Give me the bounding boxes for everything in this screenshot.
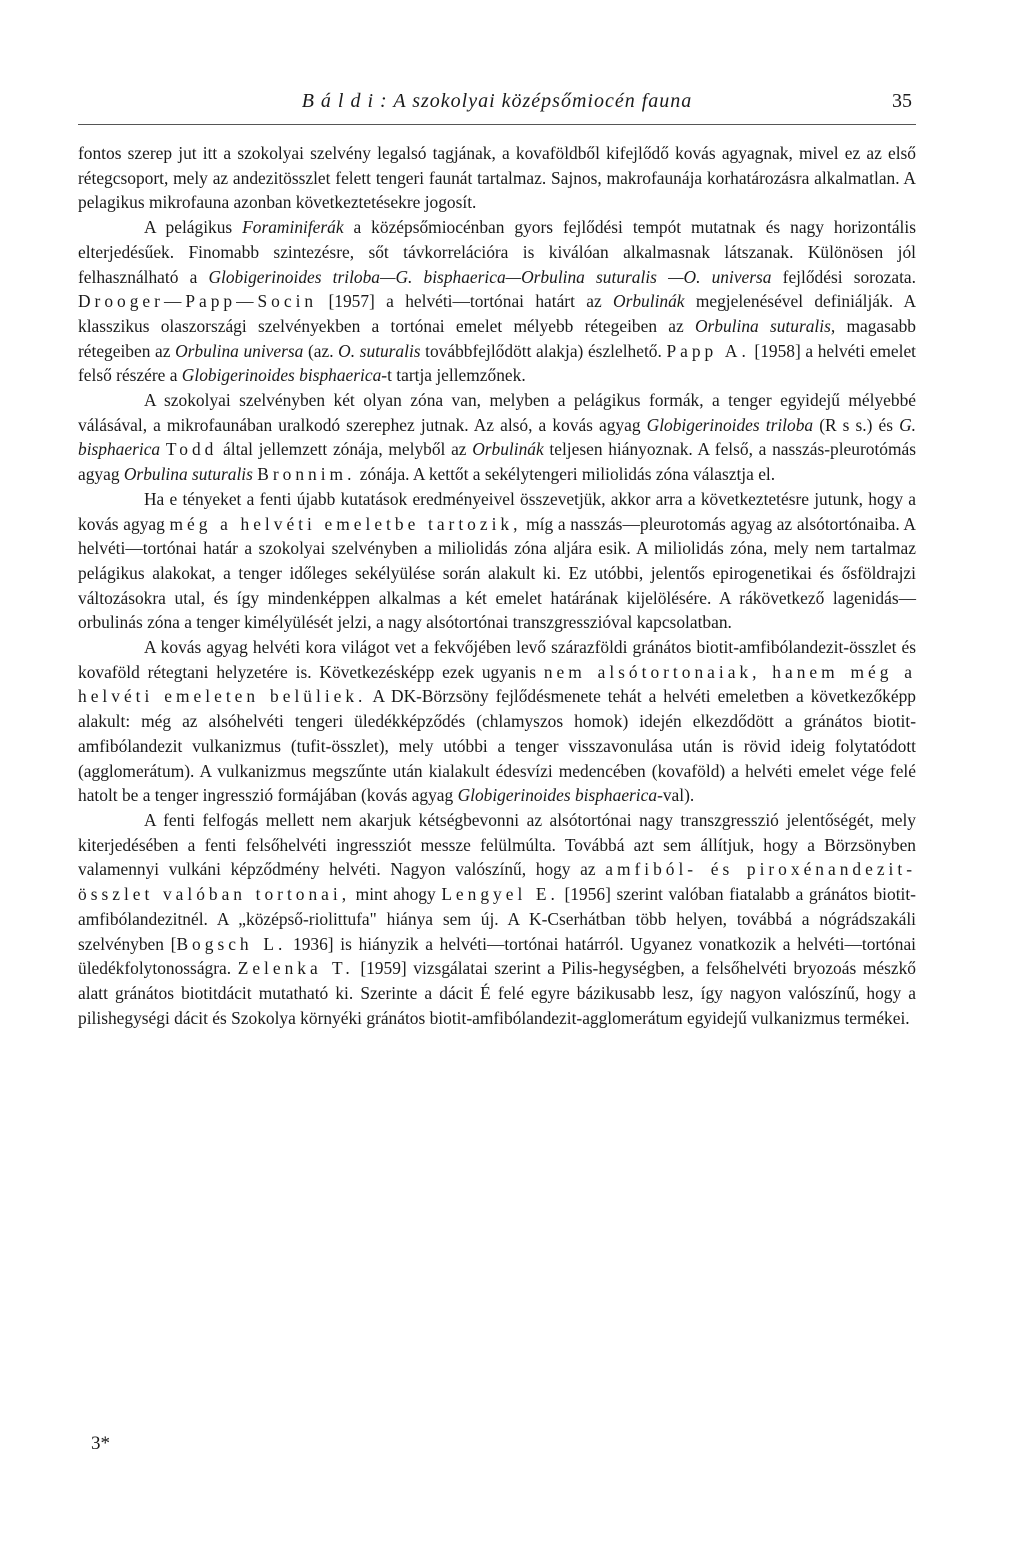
text-run: míg a nasszás—pleurotomás agyag az alsótortónaiba. A helvéti—tortónai határ a szokolyai szelvényben a miliolidás zóna aljára esik. A miliolidás zóna, mely nem tartalmaz pelágikus alakokat, a tenger időleges sekélyülése során alakult ki. Ez utóbbi, jelentős epirogenetikai és ősföldrajzi változásokra utal, és így mindenképpen alkalmas a két emelet határának kijelölésére. A rákövetkező lagenidás—orbulinás zóna a tenger kimélyülését jelzi, a nagy alsótortónai transzgresszióval kapcsolatban. xyxy=(78,513,916,633)
text-run: megjelenésével definiálják. A klasszikus olaszországi szelvényekben a tortónai emelet mélyebb rétegeiben az xyxy=(78,291,916,336)
italic-text: Globigerinoides bisphaerica xyxy=(181,365,382,386)
spaced-emphasis-text: Zelenka T. xyxy=(237,958,354,979)
body-paragraph xyxy=(78,487,916,635)
spaced-emphasis-text: Drooger—Papp—Socin xyxy=(78,291,318,312)
italic-text: Globigerinoides triloba xyxy=(646,414,814,435)
text-run: [1957] a helvéti—tortónai határt az xyxy=(317,291,614,312)
signature-mark: 3* xyxy=(91,1433,110,1454)
spaced-emphasis-text: Todd xyxy=(165,439,218,460)
text-run: továbbfejlődött alakja) észlelhető. xyxy=(420,340,667,361)
text-run: [1959] vizsgálatai szerint a Pilis-hegységben, a felsőhelvéti bryozoás mészkő alatt gránátos biotitdácit mutatható ki. Szerinte a dácit É felé egyre bázikusabb lesz, így nagyon valószínű, hogy a pilishegységi dácit és Szokolya környéki gránátos biotit-amfibólandezit-agglomerátum egyidejű vulkanizmus termékei. xyxy=(78,958,916,1028)
italic-text: Globigerinoides bisphaerica xyxy=(457,785,658,806)
text-run: fejlődési sorozata. xyxy=(771,266,917,287)
body-paragraph xyxy=(78,215,916,388)
text-run: [1958] a helvéti emelet felső részére a xyxy=(78,340,916,386)
page-number: 35 xyxy=(892,90,912,112)
body-paragraph xyxy=(78,635,916,808)
text-run: zónája. A kettőt a sekélytengeri miliolidás zóna választja el. xyxy=(355,464,776,485)
text-run: A pelágikus xyxy=(144,217,243,238)
running-title: B á l d i : A szokolyai középsőmiocén fauna xyxy=(301,90,693,112)
text-run: a középsőmiocénban gyors fejlődési tempót mutatnak és nagy horizontális elterjedésűek. Finomabb szintezésre, sőt távkorrelációra is kiválóan alkalmasnak látszanak. Különösen jól felhasználható a xyxy=(78,217,916,287)
italic-text: Orbulinák xyxy=(472,439,544,460)
body-paragraph xyxy=(78,141,916,215)
spaced-emphasis-text: Papp A. xyxy=(666,340,750,361)
italic-text: Globigerinoides triloba—G. bisphaerica—Orbulina suturalis —O. universa xyxy=(208,266,772,287)
italic-text: G. bisphaerica xyxy=(78,414,917,460)
text-run: -t tartja jellemzőnek. xyxy=(381,365,526,386)
text-run: mint ahogy xyxy=(350,884,442,905)
spaced-emphasis-text: nem alsótortonaiak, hanem még a helvéti emeleten belüliek. xyxy=(78,661,916,707)
italic-text: Orbulina universa xyxy=(175,340,304,361)
spaced-emphasis-text: Bronnim. xyxy=(257,464,356,485)
italic-text: Foraminiferák xyxy=(242,217,344,238)
italic-text: Orbulina suturalis, xyxy=(694,315,836,336)
text-run: -val). xyxy=(657,785,695,806)
text-run: magasabb rétegeiben az xyxy=(78,315,917,361)
text-run: (az. xyxy=(303,340,339,361)
italic-text: O. suturalis xyxy=(338,340,421,361)
text-run: fontos szerep jut itt a szokolyai szelvény legalsó tagjának, a kovaföldből kifejlődő kovás agyagnak, mivel ez az első rétegcsoport, mely az andezitösszlet felett tengeri faunát tartalmaz. Sajnos, makrofaunája korhatározásra alkalmatlan. A pelagikus mikrofauna azonban következtetésekre jogosít. xyxy=(78,143,916,213)
italic-text: Orbulina suturalis xyxy=(123,464,253,485)
spaced-emphasis-text: amfiból- és piroxénandezit-összlet valóban tortonai, xyxy=(78,859,916,905)
spaced-emphasis-text: még a helvéti emeletbe tartozik, xyxy=(169,513,522,534)
text-run: A fenti felfogás mellett nem akarjuk kétségbevonni az alsótortónai nagy transzgresszió jelentőségét, mely kiterjedésében a fenti felsőhelvéti ingressziót messze felülmúlta. Továbbá azt sem állítjuk, hogy a Börzsönyben valamennyi vulkáni képződmény helvéti. Nagyon valószínű, hogy az xyxy=(78,809,916,880)
text-run: Ha e tényeket a fenti újabb kutatások eredményeivel összevetjük, akkor arra a következtetésre jutunk, hogy a kovás agyag xyxy=(78,488,916,534)
document-page xyxy=(78,90,916,1030)
text-run: A szokolyai szelvényben két olyan zóna van, melyben a pelágikus formák, a tenger egyidejű mélyebbé válásával, a mikrofaunában uralkodó szerephez jutnak. Az alsó, a kovás agyag xyxy=(78,390,916,435)
running-header xyxy=(78,90,916,125)
body-paragraph xyxy=(78,808,916,1030)
text-run: által jellemzett zónája, melyből az xyxy=(217,439,473,460)
text-run: A DK-Börzsöny fejlődésmenete tehát a helvéti emeletben a következőképp alakult: még az alsóhelvéti tengeri üledékképződés (chlamyszos homok) idején elkezdődött a gránátos biotit-amfibólandezit vulkanizmus (tufit-összlet), mely utóbbi a tenger visszavonulása után is rövid ideig folytatódott (agglomerátum). A vulkanizmus megszűnte után kialakult édesvízi medencében (kovaföld) a helvéti emelet vége felé hatolt be a tenger ingresszió formájában (kovás agyag xyxy=(78,686,916,806)
spaced-emphasis-text: Bogsch L. xyxy=(176,933,287,954)
text-run: A kovás agyag helvéti kora világot vet a fekvőjében levő szárazföldi gránátos biotit-amfibólandezit-összlet és kovaföld rétegtani helyzetére is. Következésképp ezek ugyanis xyxy=(78,637,916,682)
spaced-emphasis-text: Lengyel E. xyxy=(441,884,559,905)
text-run: [1956] szerint valóban fiatalabb a gránátos biotit-amfibólandezitnél. A „középső-riolittufa" hiánya sem új. A K-Cserhátban több helyen, továbbá a nógrádszakáli szelvényben [ xyxy=(78,884,916,954)
text-run: (R s s.) és xyxy=(813,414,900,435)
text-run: 1936] is hiányzik a helvéti—tortónai határról. Ugyanez vonatkozik a helvéti—tortónai üledékfolytonosságra. xyxy=(78,933,916,979)
text-run: teljesen hiányoznak. A felső, a nasszás-pleurotómás agyag xyxy=(78,439,916,485)
body-paragraph xyxy=(78,388,916,487)
italic-text: Orbulinák xyxy=(613,291,685,312)
body-text xyxy=(78,141,916,1030)
